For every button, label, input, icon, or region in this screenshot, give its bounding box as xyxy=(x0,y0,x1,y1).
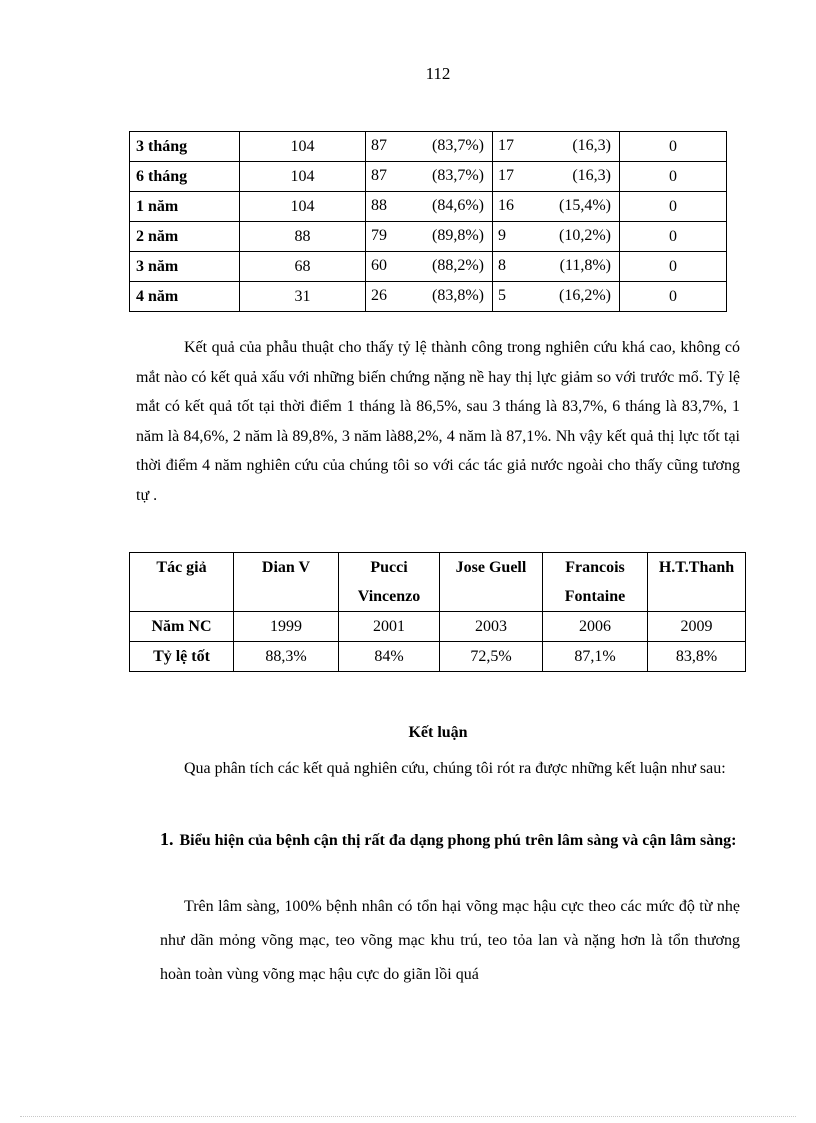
table-row xyxy=(130,162,727,192)
period-label: 2 năm xyxy=(130,222,240,252)
medium-result-cell xyxy=(493,252,620,282)
bad-result-cell: 0 xyxy=(620,282,727,312)
medium-result-cell xyxy=(493,162,620,192)
total-eyes-cell: 104 xyxy=(240,132,366,162)
bad-result-cell: 0 xyxy=(620,192,727,222)
conclusion-intro: Qua phân tích các kết quả nghiên cứu, chúng tôi rót ra được những kết luận như sau: xyxy=(184,760,726,777)
section-1-title xyxy=(160,822,750,858)
page-number: 112 xyxy=(425,64,451,83)
medium-percent: (15,4%) xyxy=(559,197,611,214)
rate-cell: 72,5% xyxy=(440,642,543,672)
year-cell: 1999 xyxy=(234,612,339,642)
good-count: 87 xyxy=(371,137,387,154)
medium-percent: (10,2%) xyxy=(559,227,611,244)
medium-count: 5 xyxy=(498,287,506,304)
total-eyes-cell: 31 xyxy=(240,282,366,312)
total-eyes-cell: 104 xyxy=(240,192,366,222)
good-count: 88 xyxy=(371,197,387,214)
medium-percent: (16,3) xyxy=(572,137,611,154)
total-eyes-cell: 68 xyxy=(240,252,366,282)
good-count: 26 xyxy=(371,287,387,304)
table-row xyxy=(130,222,727,252)
good-percent: (83,7%) xyxy=(432,167,484,184)
period-label: 1 năm xyxy=(130,192,240,222)
year-cell: 2001 xyxy=(339,612,440,642)
followup-results-table xyxy=(129,131,727,312)
good-percent: (83,7%) xyxy=(432,137,484,154)
medium-percent: (16,2%) xyxy=(559,287,611,304)
results-paragraph: Kết quả của phẫu thuật cho thấy tỷ lệ thành công trong nghiên cứu khá cao, không có mắt nào có kết quả xấu với những biến chứng nặng nề hay thị lực giảm so với trước mổ. Tỷ lệ mắt có kết quả tốt tại thời điểm 1 tháng là 86,5%, sau 3 tháng là 83,7%, 6 tháng là 83,7%, 1 năm là 84,6%, 2 năm là 89,8%, 3 năm là88,2%, 4 năm là 87,1%. Nh vậy kết quả thị lực tốt tại thời điểm 4 năm nghiên cứu của chúng tôi so với các tác giả nước ngoài cho thấy cũng tương tự . xyxy=(136,339,740,504)
good-percent: (84,6%) xyxy=(432,197,484,214)
good-percent: (88,2%) xyxy=(432,257,484,274)
author-comparison-table xyxy=(129,552,746,672)
good-count: 79 xyxy=(371,227,387,244)
good-result-cell xyxy=(366,192,493,222)
table-row xyxy=(130,132,727,162)
medium-count: 16 xyxy=(498,197,514,214)
period-label: 3 tháng xyxy=(130,132,240,162)
period-label: 4 năm xyxy=(130,282,240,312)
good-percent: (89,8%) xyxy=(432,227,484,244)
author-name: H.T.Thanh xyxy=(648,553,746,612)
section-1-paragraph: Trên lâm sàng, 100% bệnh nhân có tổn hại võng mạc hậu cực theo các mức độ từ nhẹ như dãn mỏng võng mạc, teo võng mạc khu trú, teo tỏa lan và nặng hơn là tổn thương hoàn toàn vùng võng mạc hậu cực do giãn lồi quá xyxy=(160,898,740,983)
medium-result-cell xyxy=(493,282,620,312)
year-cell: 2009 xyxy=(648,612,746,642)
total-eyes-cell: 88 xyxy=(240,222,366,252)
good-result-cell xyxy=(366,162,493,192)
medium-result-cell xyxy=(493,132,620,162)
rate-label: Tỷ lệ tốt xyxy=(130,642,234,672)
rate-cell: 83,8% xyxy=(648,642,746,672)
medium-count: 9 xyxy=(498,227,506,244)
author-name: Francois Fontaine xyxy=(543,553,648,612)
good-result-cell xyxy=(366,282,493,312)
section-1-title-text: Biểu hiện của bệnh cận thị rất đa dạng phong phú trên lâm sàng và cận lâm sàng: xyxy=(179,832,737,849)
medium-count: 8 xyxy=(498,257,506,274)
medium-result-cell xyxy=(493,192,620,222)
period-label: 6 tháng xyxy=(130,162,240,192)
rate-cell: 88,3% xyxy=(234,642,339,672)
rate-cell: 84% xyxy=(339,642,440,672)
author-name: Dian V xyxy=(234,553,339,612)
table-row xyxy=(130,252,727,282)
bad-result-cell: 0 xyxy=(620,162,727,192)
author-name: Pucci Vincenzo xyxy=(339,553,440,612)
medium-count: 17 xyxy=(498,167,514,184)
year-cell: 2003 xyxy=(440,612,543,642)
total-eyes-cell: 104 xyxy=(240,162,366,192)
medium-percent: (11,8%) xyxy=(559,257,611,274)
good-count: 60 xyxy=(371,257,387,274)
good-result-cell xyxy=(366,132,493,162)
conclusion-heading: Kết luận xyxy=(408,724,468,741)
good-result-cell xyxy=(366,222,493,252)
good-result-cell xyxy=(366,252,493,282)
medium-count: 17 xyxy=(498,137,514,154)
bad-result-cell: 0 xyxy=(620,132,727,162)
section-1-number: 1. xyxy=(160,829,174,849)
table-row xyxy=(130,282,727,312)
author-header-label: Tác giả xyxy=(130,553,234,612)
year-label: Năm NC xyxy=(130,612,234,642)
medium-result-cell xyxy=(493,222,620,252)
good-count: 87 xyxy=(371,167,387,184)
good-percent: (83,8%) xyxy=(432,287,484,304)
author-name: Jose Guell xyxy=(440,553,543,612)
footer-rule xyxy=(20,1116,796,1117)
table-row xyxy=(130,192,727,222)
bad-result-cell: 0 xyxy=(620,222,727,252)
period-label: 3 năm xyxy=(130,252,240,282)
medium-percent: (16,3) xyxy=(572,167,611,184)
bad-result-cell: 0 xyxy=(620,252,727,282)
year-cell: 2006 xyxy=(543,612,648,642)
rate-cell: 87,1% xyxy=(543,642,648,672)
